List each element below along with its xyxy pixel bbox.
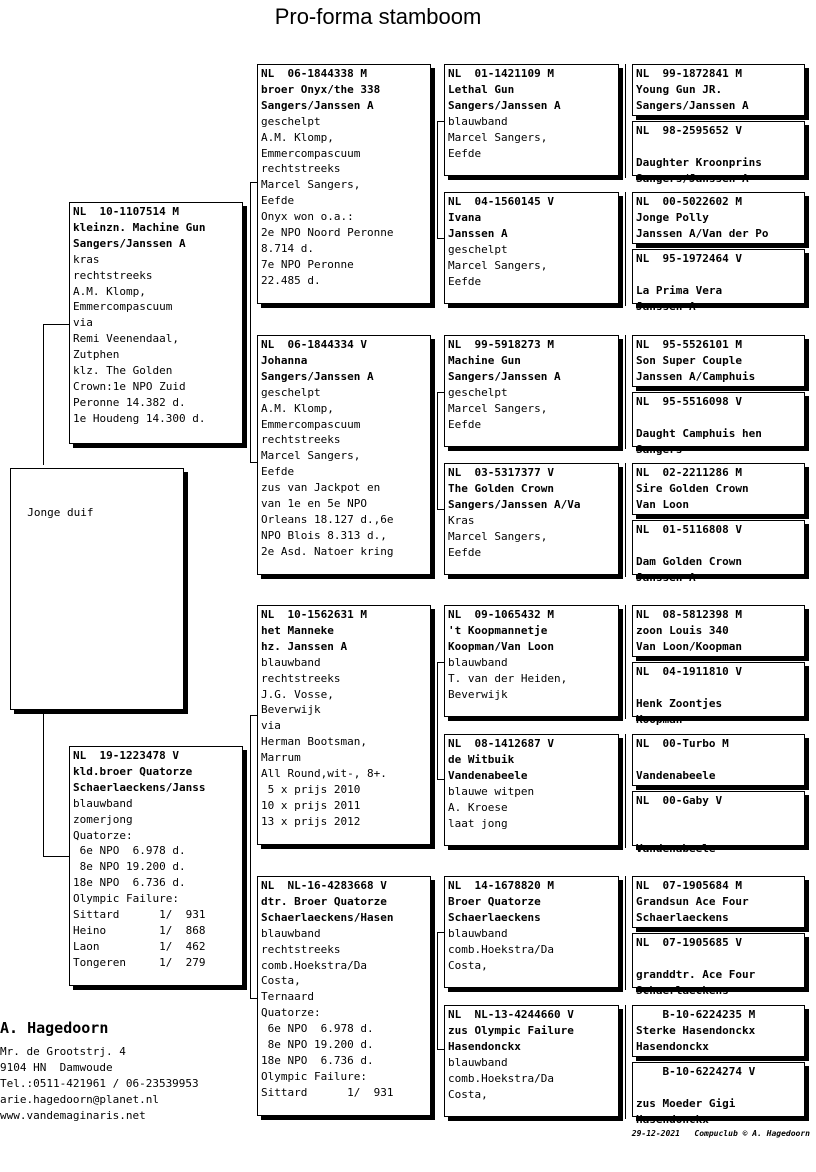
connector-line (437, 509, 444, 510)
pigeon-card (257, 335, 431, 575)
pigeon-info-line: Eefde (448, 545, 482, 559)
pigeon-info-line: Sangers/Janssen A (448, 98, 561, 112)
pigeon-info-line: Costa, (448, 958, 488, 972)
pigeon-info-line: Sire Golden Crown (636, 481, 749, 495)
connector-line (250, 182, 251, 322)
connector-line (437, 932, 438, 1049)
pigeon-info-line: Sangers (636, 442, 683, 456)
ring-number: NL 04-1560145 V (448, 195, 554, 208)
pigeon-info-line: Tongeren 1/ 279 (73, 955, 206, 969)
connector-line (437, 121, 438, 238)
pigeon-info-line: Johanna (261, 353, 308, 367)
pigeon-info-line: Olympic Failure: (261, 1069, 367, 1083)
pigeon-card (632, 605, 805, 657)
pigeon-card (257, 876, 431, 1116)
pigeon-info-line: Eefde (261, 194, 295, 208)
connector-line (625, 734, 626, 848)
connector-line (437, 392, 438, 509)
ring-number: NL 00-Turbo M (636, 737, 729, 750)
pigeon-info-line: Heino 1/ 868 (73, 923, 206, 937)
pigeon-info-line: Olympic Failure: (73, 892, 179, 906)
pigeon-info-line: Marcel Sangers, (448, 529, 548, 543)
pigeon-info-line: Sittard 1/ 931 (261, 1085, 394, 1099)
pigeon-info-line: Sangers/Janssen A (636, 98, 749, 112)
pigeon-info-line: comb.Hoekstra/Da (261, 958, 367, 972)
pigeon-info-line: The Golden Crown (448, 481, 554, 495)
pigeon-info-line: Janssen A (636, 570, 696, 584)
pigeon-info-line: Machine Gun (448, 353, 521, 367)
pigeon-card (444, 463, 619, 575)
pigeon-info-line (636, 752, 801, 768)
ring-number: NL NL-16-4283668 V (261, 879, 387, 892)
pigeon-info-line: klz. The Golden (73, 364, 173, 378)
pigeon-info-line: 13 x prijs 2012 (261, 814, 361, 828)
pigeon-info-line: rechtstreeks (261, 162, 341, 176)
connector-line (250, 998, 257, 999)
pigeon-info-line: 8e NPO 19.200 d. (73, 860, 186, 874)
ring-number: NL 08-1412687 V (448, 737, 554, 750)
page-title: Pro-forma stamboom (274, 4, 482, 29)
pigeon-info-line: Sangers/Janssen A (448, 369, 561, 383)
pigeon-info-line: Eefde (448, 417, 482, 431)
pigeon-info-line: broer Onyx/the 338 (261, 82, 381, 96)
subject-box (10, 468, 184, 710)
pigeon-info-line: Schaerlaeckens (636, 910, 729, 924)
pigeon-info-line: Janssen A/Camphuis (636, 369, 756, 383)
pigeon-info-line: zus Moeder Gigi (636, 1096, 736, 1110)
pigeon-card (69, 202, 243, 444)
pigeon-card (632, 121, 805, 185)
pigeon-info-line: granddtr. Ace Four (636, 967, 756, 981)
pigeon-info-line: comb.Hoekstra/Da (448, 942, 554, 956)
pigeon-info-line (636, 825, 801, 841)
pigeon-info-line: Ternaard (261, 990, 314, 1004)
pigeon-info-line: Van Loon (636, 497, 689, 511)
ring-number: NL 06-1844338 M (261, 67, 367, 80)
pigeon-card (444, 876, 619, 988)
pigeon-card (444, 1005, 619, 1117)
pigeon-info-line: Sterke Hasendonckx (636, 1023, 756, 1037)
connector-line (250, 715, 251, 855)
ring-number: NL 04-1911810 V (636, 665, 742, 678)
pigeon-info-line: blauwe witpen (448, 784, 535, 798)
pigeon-info-line: Dam Golden Crown (636, 554, 742, 568)
pigeon-info-line: Janssen A/Van der Po (636, 226, 769, 240)
pigeon-info-line: geschelpt (448, 385, 508, 399)
pigeon-info-line: Marcel Sangers, (448, 401, 548, 415)
connector-line (250, 462, 257, 463)
pigeon-info-line: Zutphen (73, 348, 120, 362)
owner-address: Mr. de Grootstrj. 4 (0, 1045, 126, 1058)
pigeon-info-line: geschelpt (261, 114, 321, 128)
connector-line (250, 322, 251, 462)
pigeon-info-line: laat jong (448, 816, 508, 830)
pigeon-info-line: blauwband (448, 114, 508, 128)
pigeon-info-line: zomerjong (73, 812, 133, 826)
pigeon-info-line: Sangers/Janssen A (261, 369, 374, 383)
connector-line (625, 876, 626, 990)
pigeon-info-line: Kras (448, 513, 475, 527)
pigeon-info-line: Vandenabeele (636, 841, 716, 855)
pigeon-info-line: geschelpt (448, 242, 508, 256)
pigeon-info-line: blauwband (261, 655, 321, 669)
pigeon-info-line: Emmercompascuum (261, 417, 361, 431)
pigeon-info-line: All Round,wit-, 8+. (261, 767, 387, 781)
pigeon-info-line: Janssen A (636, 299, 696, 313)
ring-number: NL 01-1421109 M (448, 67, 554, 80)
pigeon-info-line: La Prima Vera (636, 283, 723, 297)
pigeon-info-line: zoon Louis 340 (636, 623, 729, 637)
pigeon-info-line: Costa, (448, 1087, 488, 1101)
ring-number: NL 00-5022602 M (636, 195, 742, 208)
pigeon-info-line: 6e NPO 6.978 d. (73, 844, 186, 858)
pigeon-info-line: kras (73, 252, 100, 266)
ring-number: NL 03-5317377 V (448, 466, 554, 479)
pigeon-info-line: het Manneke (261, 623, 334, 637)
ring-number: NL 00-Gaby V (636, 794, 723, 807)
pigeon-info-line (636, 680, 801, 696)
pigeon-info-line: Marcel Sangers, (261, 449, 361, 463)
pigeon-info-line: 2e Asd. Natoer kring (261, 544, 394, 558)
pigeon-info-line: Son Super Couple (636, 353, 742, 367)
pigeon-info-line: dtr. Broer Quatorze (261, 894, 387, 908)
pigeon-card (632, 791, 805, 855)
pigeon-info-line: Daught Camphuis hen (636, 426, 762, 440)
pigeon-info-line: blauwband (261, 926, 321, 940)
pigeon-info-line: zus Olympic Failure (448, 1023, 574, 1037)
pigeon-info-line: Onyx won o.a.: (261, 210, 354, 224)
pigeon-info-line: Koopman/Van Loon (448, 639, 554, 653)
pigeon-card (632, 1062, 805, 1126)
pigeon-info-line: Beverwijk (448, 687, 508, 701)
pigeon-info-line: 7e NPO Peronne (261, 257, 354, 271)
pigeon-info-line: Peronne 14.382 d. (73, 395, 186, 409)
pigeon-info-line: blauwband (448, 655, 508, 669)
ring-number: NL 98-2595652 V (636, 124, 742, 137)
pigeon-card (444, 64, 619, 176)
pigeon-info-line: 8e NPO 19.200 d. (261, 1038, 374, 1052)
pigeon-info-line (636, 1080, 801, 1096)
pigeon-info-line: Vandenabeele (636, 768, 716, 782)
footer-credit: Compuclub © A. Hagedoorn (694, 1129, 810, 1138)
pigeon-info-line: Marcel Sangers, (261, 178, 361, 192)
pigeon-info-line: 6e NPO 6.978 d. (261, 1022, 374, 1036)
pigeon-info-line: blauwband (448, 926, 508, 940)
ring-number: NL 06-1844334 V (261, 338, 367, 351)
pigeon-info-line (636, 538, 801, 554)
pigeon-card (444, 605, 619, 717)
pigeon-card (632, 520, 805, 584)
pigeon-info-line: Sittard 1/ 931 (73, 908, 206, 922)
pigeon-info-line: Emmercompascuum (73, 300, 173, 314)
pigeon-info-line: Sangers/Janssen A (73, 236, 186, 250)
connector-line (250, 715, 257, 716)
connector-line (625, 335, 626, 449)
pigeon-info-line: kleinzn. Machine Gun (73, 220, 206, 234)
pigeon-info-line: Eefde (448, 146, 482, 160)
ring-number: NL 95-5526101 M (636, 338, 742, 351)
pigeon-info-line (636, 951, 801, 967)
pigeon-info-line: Crown:1e NPO Zuid (73, 379, 186, 393)
pigeon-info-line: Ivana (448, 210, 482, 224)
subject-label: Jonge duif (27, 505, 94, 519)
ring-number: NL 01-5116808 V (636, 523, 742, 536)
pigeon-info-line: 8.714 d. (261, 241, 314, 255)
pigeon-card (257, 605, 431, 845)
pigeon-info-line: A. Kroese (448, 800, 508, 814)
pigeon-info-line: 22.485 d. (261, 273, 321, 287)
pigeon-info-line: Quatorze: (261, 1006, 321, 1020)
ring-number: NL 99-1872841 M (636, 67, 742, 80)
owner-city: 9104 HN Damwoude (0, 1061, 113, 1074)
pigeon-info-line: Eefde (448, 274, 482, 288)
connector-line (250, 855, 251, 998)
connector-line (625, 64, 626, 178)
pigeon-info-line: Schaerlaeckens (448, 910, 541, 924)
pigeon-info-line: A.M. Klomp, (73, 284, 146, 298)
pigeon-info-line: Beverwijk (261, 703, 321, 717)
pigeon-info-line: Sangers/Janssen A (261, 98, 374, 112)
pigeon-info-line: J.G. Vosse, (261, 687, 334, 701)
pigeon-info-line: Janssen A (448, 226, 508, 240)
owner-phone: Tel.:0511-421961 / 06-23539953 (0, 1077, 199, 1090)
connector-line (437, 238, 444, 239)
pigeon-info-line: Lethal Gun (448, 82, 515, 96)
connector-line (250, 182, 257, 183)
pigeon-info-line: Herman Bootsman, (261, 735, 367, 749)
owner-website[interactable]: www.vandemaginaris.net (0, 1109, 146, 1122)
ring-number: NL 02-2211286 M (636, 466, 742, 479)
connector-line (625, 192, 626, 306)
owner-email[interactable]: arie.hagedoorn@planet.nl (0, 1093, 159, 1106)
connector-line (43, 324, 44, 465)
pigeon-card (632, 192, 805, 244)
pigeon-info-line: Orleans 18.127 d.,6e (261, 512, 394, 526)
pigeon-info-line: Vandenabeele (448, 768, 528, 782)
connector-line (437, 662, 438, 779)
ring-number: NL 95-5516098 V (636, 395, 742, 408)
connector-line (43, 856, 69, 857)
pigeon-info-line: Schaerlaeckens (636, 983, 729, 997)
pigeon-info-line (636, 809, 801, 825)
pigeon-info-line: hz. Janssen A (261, 639, 348, 653)
pigeon-info-line: Costa, (261, 974, 301, 988)
connector-line (625, 1005, 626, 1119)
pigeon-info-line: Sangers/Janssen A (636, 171, 749, 185)
pigeon-info-line: Marcel Sangers, (448, 130, 548, 144)
pigeon-info-line: comb.Hoekstra/Da (448, 1071, 554, 1085)
pigeon-card (444, 192, 619, 304)
connector-line (437, 779, 444, 780)
ring-number: NL 95-1972464 V (636, 252, 742, 265)
pigeon-card (632, 64, 805, 116)
ring-number: NL 09-1065432 M (448, 608, 554, 621)
pigeon-card (632, 662, 805, 726)
connector-line (43, 324, 69, 325)
pigeon-info-line: Schaerlaeckens/Hasen (261, 910, 394, 924)
pigeon-info-line: 5 x prijs 2010 (261, 782, 361, 796)
pigeon-card (632, 933, 805, 997)
pigeon-info-line: Schaerlaeckens/Janss (73, 780, 206, 794)
pigeon-info-line: 18e NPO 6.736 d. (73, 876, 186, 890)
pigeon-info-line: via (73, 316, 93, 330)
pigeon-info-line: de Witbuik (448, 752, 515, 766)
pigeon-info-line: rechtstreeks (261, 671, 341, 685)
pigeon-info-line: kld.broer Quatorze (73, 764, 193, 778)
pigeon-info-line: Jonge Polly (636, 210, 709, 224)
pigeon-info-line: rechtstreeks (261, 433, 341, 447)
ring-number: NL NL-13-4244660 V (448, 1008, 574, 1021)
ring-number: NL 10-1562631 M (261, 608, 367, 621)
pigeon-info-line: Remi Veenendaal, (73, 332, 179, 346)
pigeon-card (632, 249, 805, 313)
owner-name: A. Hagedoorn (0, 1019, 109, 1037)
connector-line (43, 713, 44, 856)
pigeon-info-line: Marcel Sangers, (448, 258, 548, 272)
ring-number: NL 07-1905685 V (636, 936, 742, 949)
pigeon-card (632, 463, 805, 515)
pigeon-info-line: blauwband (73, 796, 133, 810)
pigeon-card (257, 64, 431, 304)
pigeon-info-line: Hasendonckx (636, 1112, 709, 1126)
pigeon-info-line: geschelpt (261, 385, 321, 399)
pigeon-info-line: Laon 1/ 462 (73, 939, 206, 953)
pigeon-info-line: van 1e en 5e NPO (261, 497, 367, 511)
pigeon-info-line: blauwband (448, 1055, 508, 1069)
owner-contact (0, 1044, 199, 1124)
ring-number: NL 14-1678820 M (448, 879, 554, 892)
pigeon-info-line (636, 139, 801, 155)
connector-line (437, 392, 444, 393)
ring-number: NL 07-1905684 M (636, 879, 742, 892)
pigeon-card (632, 335, 805, 387)
pigeon-info-line: rechtstreeks (261, 942, 341, 956)
pigeon-card (632, 734, 805, 786)
pigeon-card (632, 876, 805, 928)
pigeon-info-line: Koopman (636, 712, 683, 726)
pigeon-card (632, 392, 805, 456)
footer-date: 29-12-2021 (631, 1129, 680, 1138)
pigeon-info-line: Van Loon/Koopman (636, 639, 742, 653)
pigeon-info-line: Henk Zoontjes (636, 696, 723, 710)
ring-number: NL 99-5918273 M (448, 338, 554, 351)
pigeon-info-line: 2e NPO Noord Peronne (261, 226, 394, 240)
pigeon-info-line: Marrum (261, 751, 301, 765)
ring-number: NL 10-1107514 M (73, 205, 179, 218)
pigeon-card (444, 335, 619, 447)
pigeon-info-line: Grandsun Ace Four (636, 894, 749, 908)
pigeon-info-line: T. van der Heiden, (448, 671, 568, 685)
pigeon-info-line (636, 410, 801, 426)
pigeon-info-line: 1e Houdeng 14.300 d. (73, 411, 206, 425)
ring-number: NL 19-1223478 V (73, 749, 179, 762)
pigeon-card (444, 734, 619, 846)
pigeon-info-line: zus van Jackpot en (261, 481, 381, 495)
ring-number: NL 08-5812398 M (636, 608, 742, 621)
connector-line (625, 605, 626, 719)
connector-line (437, 662, 444, 663)
pigeon-info-line: A.M. Klomp, (261, 130, 334, 144)
pigeon-info-line: Broer Quatorze (448, 894, 541, 908)
pigeon-info-line (636, 267, 801, 283)
pigeon-info-line: 't Koopmannetje (448, 623, 548, 637)
connector-line (625, 463, 626, 577)
connector-line (437, 932, 444, 933)
ring-number: B-10-6224235 M (636, 1008, 756, 1021)
pigeon-info-line: Quatorze: (73, 828, 133, 842)
pigeon-info-line: Hasendonckx (448, 1039, 521, 1053)
footer (632, 1129, 810, 1138)
pigeon-info-line: Hasendonckx (636, 1039, 709, 1053)
pigeon-info-line: 18e NPO 6.736 d. (261, 1053, 374, 1067)
pigeon-info-line: Daughter Kroonprins (636, 155, 762, 169)
pigeon-card (69, 746, 243, 986)
ring-number: B-10-6224274 V (636, 1065, 756, 1078)
pigeon-info-line: A.M. Klomp, (261, 401, 334, 415)
pigeon-info-line: via (261, 719, 281, 733)
connector-line (437, 121, 444, 122)
pigeon-info-line: Emmercompascuum (261, 146, 361, 160)
pigeon-info-line: Sangers/Janssen A/Va (448, 497, 581, 511)
pigeon-info-line: rechtstreeks (73, 268, 153, 282)
pigeon-info-line: Eefde (261, 465, 295, 479)
pigeon-card (632, 1005, 805, 1057)
pigeon-info-line: NPO Blois 8.313 d., (261, 528, 387, 542)
connector-line (437, 1049, 444, 1050)
pigeon-info-line: 10 x prijs 2011 (261, 798, 361, 812)
pigeon-info-line: Young Gun JR. (636, 82, 723, 96)
